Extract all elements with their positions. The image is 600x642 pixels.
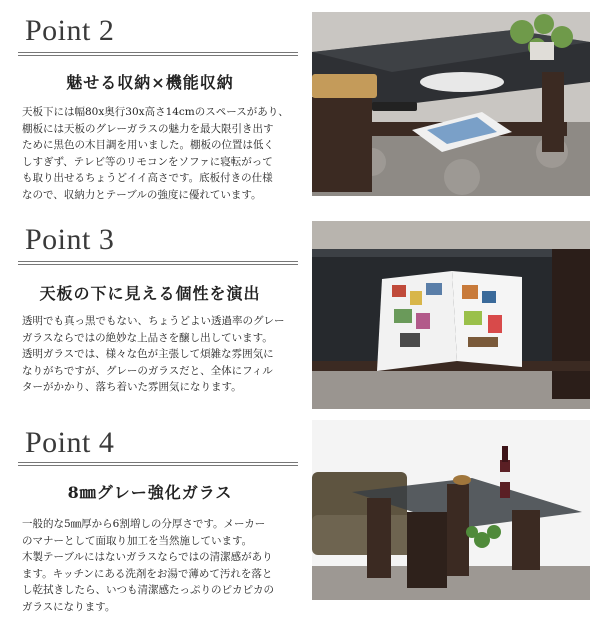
section-body-text: 透明でも真っ黒でもない、ちょうどよい透過率のグレー ガラスならではの絶妙な上品さを醸し出しています。 透明ガラスでは、様々な色が主張して煩雑な雰囲気に なりがちですが、グレーのガラスだと、全体にフィル ターがかかり、落ち着いた雰囲気になります。 — [22, 315, 285, 393]
title-rule — [18, 465, 298, 466]
section-subheading: 魅せる収納×機能収納 — [66, 73, 234, 92]
title-rule — [18, 261, 298, 262]
point-title: Point 4 — [25, 426, 115, 459]
point-title: Point 3 — [25, 223, 115, 256]
section-body-text: 一般的な5㎜厚から6割増しの分厚さです。メーカー のマナーとして面取り加工を当然施しています。 木製テーブルにはないガラスならではの清潔感があり ます。キッチンにある洗剤をお湯で薄めて汚れを落と し乾拭きしたら、いつも清潔感たっぷりのピカピカの ガラスになります。 — [22, 518, 274, 613]
section-point-2 — [0, 0, 600, 205]
section-subheading: 8㎜グレー強化ガラス — [67, 483, 233, 502]
point-title: Point 2 — [25, 14, 115, 47]
section-subheading: 天板の下に見える個性を演出 — [39, 284, 261, 303]
product-photo-table — [312, 420, 590, 600]
section-body-text: 天板下には幅80x奥行30x高さ14cmのスペースがあり、 棚板には天板のグレーガラスの魅力を最大限引き出す ために黒色の木目調を用いました。棚板の位置は低く しすぎず、テレビ等のリモコンをソファに寝転がって も取り出せるちょうどイイ高さです。底板付きの仕様 なので、収納力とテーブルの強度に優れています。 — [22, 106, 289, 201]
product-photo-shelf — [312, 12, 590, 196]
title-rule — [18, 55, 298, 56]
section-point-3 — [0, 215, 600, 415]
title-rule — [18, 52, 298, 53]
title-rule — [18, 462, 298, 463]
title-rule — [18, 264, 298, 265]
product-photo-glass-top — [312, 221, 590, 409]
section-point-4 — [0, 420, 600, 642]
